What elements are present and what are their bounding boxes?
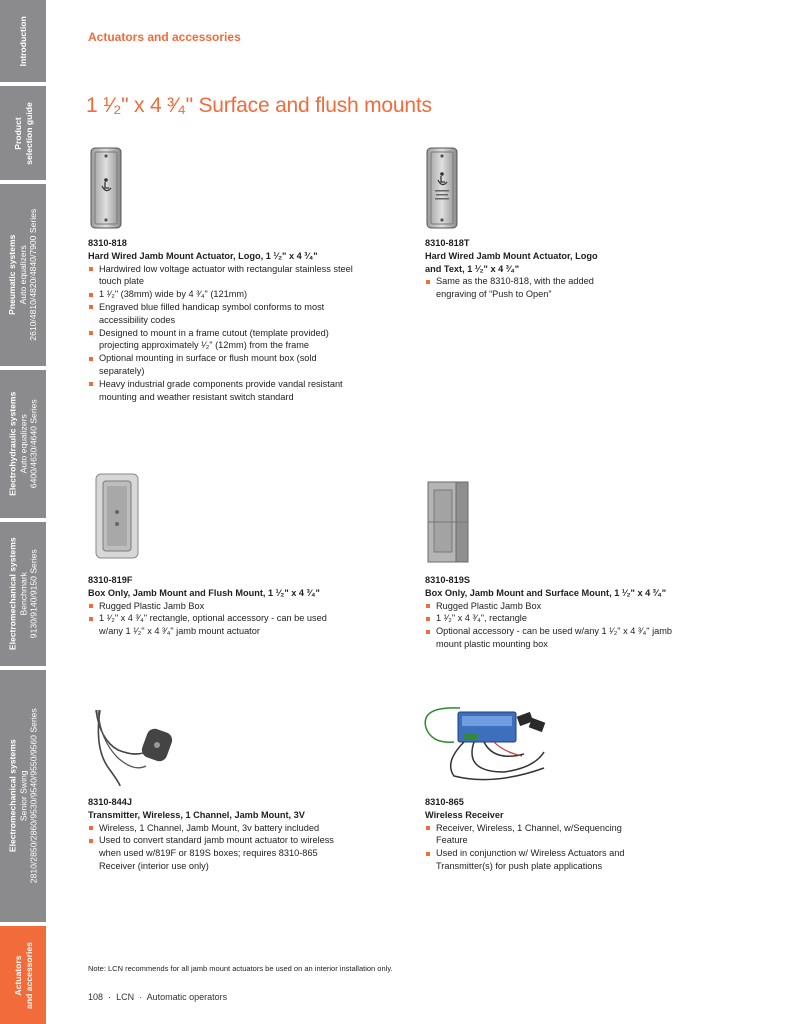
- product-8310-819s: [425, 574, 695, 651]
- tab-subtitle: Benchmark: [17, 572, 28, 616]
- product-code: 8310-865: [425, 797, 464, 807]
- tab-title: Electrohydraulic systems: [7, 391, 18, 497]
- list-item: Used to convert standard jamb mount actuator to wireless when used w/819F or 819S boxes; requires 8310-865 Receiver (interior use only): [88, 834, 348, 872]
- tab-title: Pneumatic systems: [7, 234, 18, 316]
- feature-list: [88, 600, 350, 638]
- product-code: 8310-844J: [88, 797, 132, 807]
- footer-brand: LCN: [116, 992, 135, 1002]
- footer-separator: ·: [108, 992, 112, 1002]
- product-8310-819f: [88, 574, 350, 638]
- product-8310-844j: [88, 796, 348, 873]
- tab-electromechanical-benchmark[interactable]: [0, 522, 46, 666]
- tab-subtitle: and accessories: [23, 941, 34, 1009]
- footer-separator: ·: [139, 992, 143, 1002]
- tab-title: Electromechanical systems: [7, 739, 18, 853]
- tab-pneumatic-systems[interactable]: [0, 184, 46, 366]
- list-item: 1 ¹⁄₂" x 4 ³⁄₄", rectangle: [425, 612, 695, 625]
- feature-list: [425, 275, 615, 301]
- wireless-receiver-865-image: [424, 704, 552, 792]
- product-code: 8310-818: [88, 238, 127, 248]
- feature-list: [88, 263, 358, 404]
- product-name: Hard Wired Jamb Mount Actuator, Logo and Text, 1 ¹⁄₂" x 4 ³⁄₄": [425, 250, 598, 274]
- feature-list: [425, 600, 695, 651]
- section-label: Actuators and accessories: [88, 30, 241, 44]
- list-item: Optional accessory - can be used w/any 1 ¹⁄₂" x 4 ³⁄₄" jamb mount plastic mounting box: [425, 625, 695, 651]
- footnote: Note: LCN recommends for all jamb mount actuators be used on an interior installation only.: [88, 964, 393, 973]
- tab-product-selection-guide[interactable]: [0, 86, 46, 180]
- tab-subtitle: Auto equalizers: [17, 414, 28, 474]
- wireless-transmitter-844j-image: [88, 706, 184, 790]
- product-code: 8310-818T: [425, 238, 470, 248]
- list-item: Engraved blue filled handicap symbol conforms to most accessibility codes: [88, 301, 358, 327]
- list-item: Heavy industrial grade components provide vandal resistant mounting and weather resistant switch standard: [88, 378, 358, 404]
- jamb-box-819f-image: [94, 472, 142, 560]
- page-number: 108: [88, 992, 104, 1002]
- tab-subtitle: Senior Swing: [17, 770, 28, 822]
- page-footer: [88, 992, 227, 1002]
- tab-subtitle: Auto equalizers: [17, 245, 28, 305]
- list-item: Receiver, Wireless, 1 Channel, w/Sequencing Feature: [425, 822, 655, 848]
- page-title: 1 ¹⁄₂" x 4 ³⁄₄" Surface and flush mounts: [86, 94, 432, 117]
- tab-title: Actuators: [12, 954, 23, 996]
- tab-title: Product: [12, 116, 23, 150]
- tab-series: 6400/4630/4640 Series: [28, 399, 39, 489]
- list-item: Used in conjunction w/ Wireless Actuators and Transmitter(s) for push plate applications: [425, 847, 655, 873]
- list-item: Same as the 8310-818, with the added engraving of “Push to Open”: [425, 275, 615, 301]
- actuator-818t-image: [424, 146, 464, 230]
- tab-electromechanical-senior-swing[interactable]: [0, 670, 46, 922]
- sidebar-nav: [0, 0, 47, 1024]
- list-item: Rugged Plastic Jamb Box: [88, 600, 350, 613]
- product-8310-865: [425, 796, 655, 873]
- tab-subtitle: selection guide: [23, 101, 33, 165]
- list-item: Hardwired low voltage actuator with rectangular stainless steel touch plate: [88, 263, 358, 289]
- tab-introduction[interactable]: [0, 0, 46, 82]
- actuator-818-image: [88, 146, 128, 230]
- product-8310-818t: [425, 237, 615, 301]
- jamb-box-819s-image: [426, 480, 472, 564]
- product-name: Transmitter, Wireless, 1 Channel, Jamb Mount, 3V: [88, 809, 305, 820]
- tab-title: Electromechanical systems: [7, 537, 18, 651]
- product-name: Box Only, Jamb Mount and Flush Mount, 1 ¹⁄₂" x 4 ³⁄₄": [88, 587, 320, 598]
- list-item: 1 ¹⁄₂" x 4 ³⁄₄" rectangle, optional accessory - can be used w/any 1 ¹⁄₂" x 4 ³⁄₄" jamb mount actuator: [88, 612, 350, 638]
- list-item: Designed to mount in a frame cutout (template provided) projecting approximately ¹⁄₂" (12mm) from the frame: [88, 327, 358, 353]
- tab-electrohydraulic-systems[interactable]: [0, 370, 46, 518]
- footer-section: Automatic operators: [146, 992, 228, 1002]
- product-8310-818: [88, 237, 358, 403]
- product-code: 8310-819F: [88, 575, 133, 585]
- tab-series: 2810/2850/2860/9530/9540/9550/9560 Series: [28, 708, 39, 884]
- list-item: Wireless, 1 Channel, Jamb Mount, 3v battery included: [88, 822, 348, 835]
- product-code: 8310-819S: [425, 575, 470, 585]
- list-item: 1 ¹⁄₂" (38mm) wide by 4 ³⁄₄" (121mm): [88, 288, 358, 301]
- feature-list: [425, 822, 655, 873]
- tab-series: 2610/4810/4820/4840/7900 Series: [28, 209, 39, 341]
- product-name: Box Only, Jamb Mount and Surface Mount, 1 ¹⁄₂" x 4 ³⁄₄": [425, 587, 667, 598]
- tab-actuators-and-accessories[interactable]: [0, 926, 46, 1024]
- tab-series: 9130/9140/9150 Series: [28, 549, 39, 639]
- list-item: Rugged Plastic Jamb Box: [425, 600, 695, 613]
- feature-list: [88, 822, 348, 873]
- product-name: Wireless Receiver: [425, 809, 504, 820]
- list-item: Optional mounting in surface or flush mount box (sold separately): [88, 352, 358, 378]
- product-name: Hard Wired Jamb Mount Actuator, Logo, 1 ¹⁄₂" x 4 ³⁄₄": [88, 250, 318, 261]
- tab-title: Introduction: [17, 15, 28, 67]
